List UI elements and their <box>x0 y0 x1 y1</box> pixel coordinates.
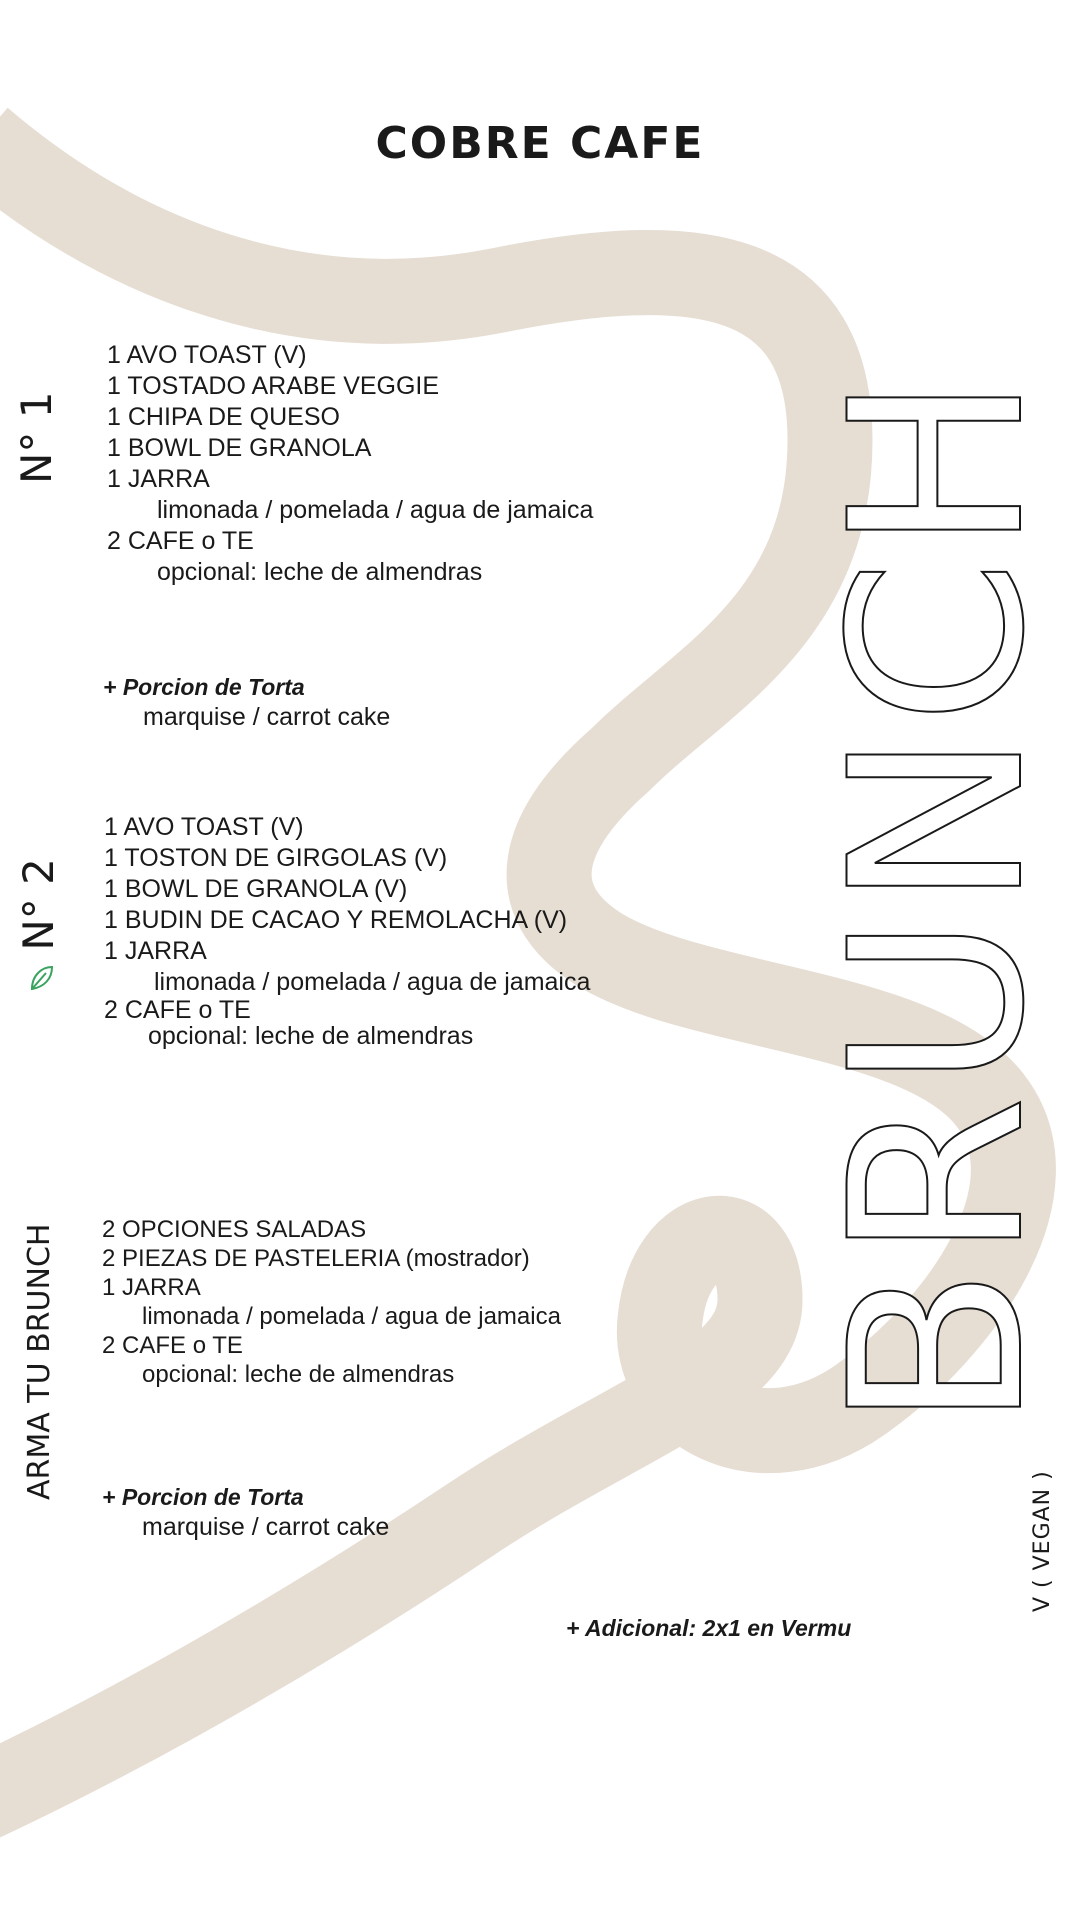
section-label-n1: N° 1 <box>12 391 61 484</box>
menu-item: 1 JARRA <box>102 1274 201 1301</box>
menu-item: 1 TOSTADO ARABE VEGGIE <box>107 372 440 400</box>
extra-title: + Porcion de Torta <box>102 1484 304 1510</box>
menu-item: 2 CAFE o TE <box>102 1332 243 1359</box>
section-label-n2: N° 2 <box>14 858 63 992</box>
leaf-icon <box>14 964 63 992</box>
extra-options: marquise / carrot cake <box>143 703 391 731</box>
coffee-option: opcional: leche de almendras <box>157 558 483 586</box>
jarra-options: limonada / pomelada / agua de jamaica <box>157 496 594 524</box>
menu-item: 1 BUDIN DE CACAO Y REMOLACHA (V) <box>104 906 568 934</box>
menu-item: 2 PIEZAS DE PASTELERIA (mostrador) <box>102 1245 530 1272</box>
coffee-option: opcional: leche de almendras <box>142 1361 455 1388</box>
menu-item: 1 CHIPA DE QUESO <box>107 403 340 431</box>
extra-n1 <box>103 672 390 733</box>
jarra-options: limonada / pomelada / agua de jamaica <box>154 968 591 996</box>
menu-item: 1 AVO TOAST (V) <box>107 341 307 369</box>
additional-note: + Adicional: 2x1 en Vermu <box>566 1615 852 1641</box>
jarra-options: limonada / pomelada / agua de jamaica <box>142 1303 561 1330</box>
menu-item: 1 BOWL DE GRANOLA <box>107 434 372 462</box>
brunch-wordmark: BRUNCH <box>800 367 1077 1430</box>
menu-item: 1 JARRA <box>107 465 210 493</box>
extra-arma <box>102 1482 389 1543</box>
menu-item: 2 OPCIONES SALADAS <box>102 1216 367 1243</box>
menu-item: 1 TOSTON DE GIRGOLAS (V) <box>104 844 448 872</box>
menu-item: 1 AVO TOAST (V) <box>104 813 304 841</box>
menu-list-n1 <box>107 340 593 588</box>
menu-item: 1 BOWL DE GRANOLA (V) <box>104 875 408 903</box>
extra-options: marquise / carrot cake <box>142 1513 390 1541</box>
menu-list-arma <box>102 1215 561 1389</box>
menu-item: 2 CAFE o TE <box>107 527 254 555</box>
coffee-option: opcional: leche de almendras <box>148 1022 474 1050</box>
vegan-legend: V ( VEGAN ) <box>1030 1470 1055 1612</box>
menu-item: 2 CAFE o TE <box>104 996 251 1024</box>
menu-list-n2 <box>104 812 590 1050</box>
extra-title: + Porcion de Torta <box>103 674 305 700</box>
page-title: COBRE CAFE <box>375 118 705 169</box>
section-label-arma: ARMA TU BRUNCH <box>22 1223 57 1500</box>
menu-item: 1 JARRA <box>104 937 207 965</box>
